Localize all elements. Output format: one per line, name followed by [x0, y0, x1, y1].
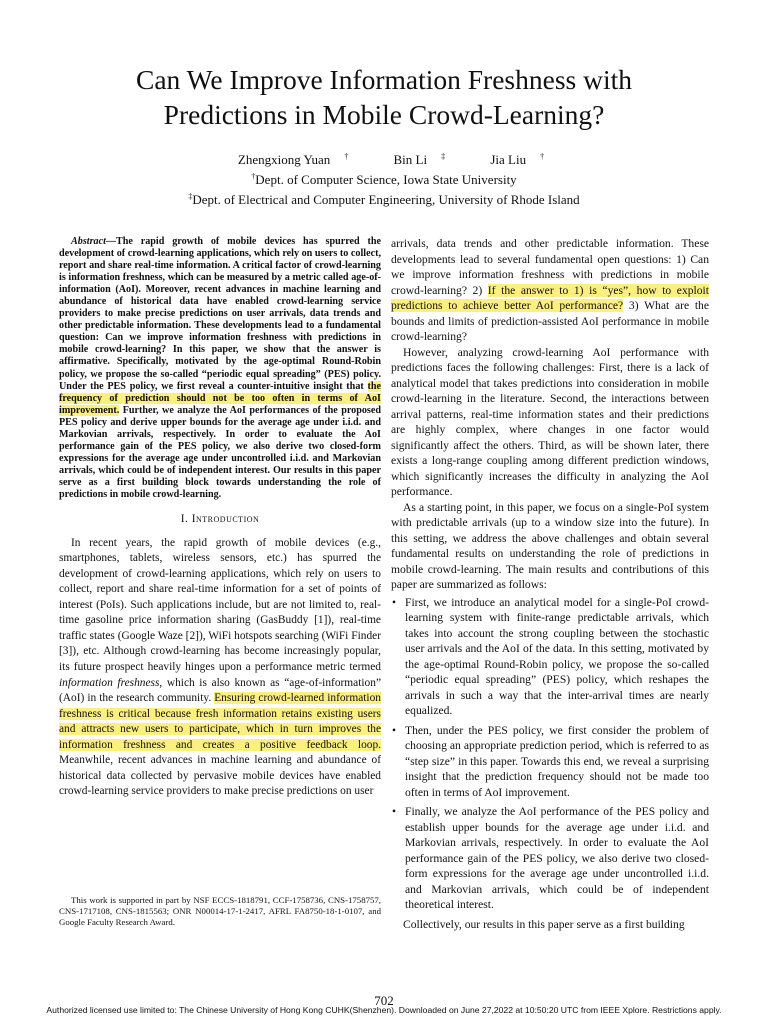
bullet-icon: • — [392, 723, 397, 737]
license-notice: Authorized licensed use limited to: The Chinese University of Hong Kong CUHK(Shenzhen). Downloaded on June 27,2022 at 10:50:20 UTC from IEEE Xplore. Restrictions apply. — [46, 1005, 722, 1015]
italic-term: information freshness — [59, 676, 160, 689]
question-highlight: If the answer to 1) is “yes”, how to exploit predictions to achieve better AoI performance? — [391, 283, 710, 312]
author-2: Bin Li ‡ — [393, 152, 446, 167]
author-block — [40, 150, 728, 210]
title-line-1: Can We Improve Information Freshness with — [135, 64, 632, 95]
right-paragraph-4: Collectively, our results in this paper serve as a first building — [403, 917, 685, 931]
abstract-text-2: Further, we analyze the AoI performances of the proposed PES policy and derive upper bounds for the average age under i.i.d. and Markovian arrivals, respectively. In order to evaluate the AoI performance gain of the PES policy, we also derive two closed-form expressions for the average age under uncontrolled i.i.d. and Markovian arrivals, which could be of independent interest. Our results in this paper serve as a first building block towards understanding the role of predictions in mobile crowd-learning. — [59, 404, 381, 500]
abstract: Abstract—The rapid growth of mobile devices has spurred the development of crowd-learning applications, which rely on users to collect, report and share real-time information. A critical factor of crowd-learning is information freshness, which can be measured by a metric called age-of-information (AoI). Moreover, recent advances in machine learning and abundance of historical data have enabled crowd-learning service providers to make precise predictions on user arrivals, data trends and other predictable information. These developments lead to a fundamental question: Can we improve information freshness with predictions in mobile crowd-learning? In this paper, we show that the answer is affirmative. Specifically, motivated by the age-optimal Round-Robin policy, we propose the so-called “periodic equal spreading” (PES) policy. Under the PES policy, we first reveal a counter-intuitive insight that the frequency of prediction should not be too often in terms of AoI improvement. Further, we analyze the AoI performances of the proposed PES policy and derive upper bounds for the average age under i.i.d. and Markovian arrivals, respectively. In order to evaluate the AoI performance gain of the PES policy, we also derive two closed-form expressions for the average age under uncontrolled i.i.d. and Markovian arrivals, which could be of independent interest. Our results in this paper serve as a first building block towards understanding the role of predictions in mobile crowd-learning. — [59, 236, 381, 500]
intro-highlight: Ensuring crowd-learned information freshness is critical because fresh information retains existing users and attracts new users to participate, which in turn improves the information freshness and creates a positive feedback loop. — [59, 692, 381, 751]
affiliation-1: †Dept. of Computer Science, Iowa State University — [251, 172, 517, 187]
author-1: Zhengxiong Yuan † — [237, 152, 349, 167]
bullet-icon: • — [392, 595, 397, 609]
bullet-icon: • — [392, 805, 397, 818]
right-column — [391, 236, 709, 932]
abstract-text-1: The rapid growth of mobile devices has spurred the development of crowd-learning applications, which rely on users to collect, report and share real-time information. A critical factor of crowd-learning is information freshness, which can be measured by a metric called age-of-information (AoI). Moreover, recent advances in machine learning and abundance of historical data have enabled crowd-learning service providers to make precise predictions on user arrivals, data trends and other predictable information. These developments lead to a fundamental question: Can we improve information freshness with predictions in mobile crowd-learning? In this paper, we show that the answer is affirmative. Specifically, motivated by the age-optimal Round-Robin policy, we propose the so-called “periodic equal spreading” (PES) policy. Under the PES policy, we first reveal a counter-intuitive insight that — [59, 236, 381, 392]
list-item: • First, we introduce an analytical model for a single-PoI crowd-learning system with finite-range predictable arrivals, which takes into account the strong coupling between the stochastic user arrivals and the AoI of the data. In this setting, motivated by the age-optimal Round-Robin policy, we propose the so-called “periodic equal spreading” (PES) policy, which reshapes the arrivals in such a way that the inter-arrival times are nearly equalized. — [392, 595, 709, 717]
list-item: • Finally, we analyze the AoI performance of the PES policy and establish upper bounds for the average age under i.i.d. and Markovian arrivals, respectively. In order to evaluate the AoI performance gain of the PES policy, we also derive two closed-form expressions for the average age under uncontrolled i.i.d. and Markovian arrivals, which could be of independent theoretical interest. — [392, 805, 709, 911]
funding-footnote: This work is supported in part by NSF ECCS-1818791, CCF-1758736, CNS-1758757, CNS-1717108, CNS-1815563; ONR N00014-17-1-2417, AFRL FA8750-18-1-0107, and Google Faculty Research Award. — [59, 895, 381, 927]
contributions-list — [391, 595, 709, 913]
paper-title — [40, 62, 728, 132]
right-paragraph-3: As a starting point, in this paper, we focus on a single-PoI system with predictable arrivals (up to a window size into the future). In this setting, we address the above challenges and obtain several fundamental results on understanding the role of predictions in mobile crowd-learning. The main results and contributions of this paper are summarized as follows: — [391, 500, 709, 591]
title-line-2: Predictions in Mobile Crowd-Learning? — [163, 99, 605, 130]
intro-paragraph: In recent years, the rapid growth of mobile devices (e.g., smartphones, tablets, wireless sensors, etc.) has spurred the development of crowd-learning applications, which rely on users to collect, report and share real-time information for a set of points of interest (PoIs). Such applications include, but are not limited to, real-time gasoline price information sharing (GasBuddy [1]), real-time traffic states (Google Waze [2]), WiFi hotspots searching (WiFi Finder [3]), etc. Although crowd-learning has become increasingly popular, its future prospect heavily hinges upon a performance metric termed information freshness, which is also known as “age-of-information” (AoI) in the research community. Ensuring crowd-learned information freshness is critical because fresh information retains existing users and attracts new users to participate, which in turn improves the information freshness and creates a positive feedback loop. Meanwhile, recent advances in machine learning and abundance of historical data collected by pervasive mobile devices have enabled crowd-learning service providers to make precise predictions on user — [59, 536, 381, 798]
page-number: 702 — [374, 993, 394, 1008]
abstract-label: Abstract — [71, 236, 106, 247]
right-paragraph-1: arrivals, data trends and other predictable information. These developments lead to several fundamental open questions: 1) Can we improve information freshness with predictions in mobile crowd-learning? 2) If the answer to 1) is “yes”, how to exploit predictions to achieve better AoI performance? 3) What are the bounds and limits of prediction-assisted AoI performance in mobile crowd-learning? — [391, 237, 710, 343]
section-heading-introduction: I. Introduction — [180, 513, 260, 526]
author-3: Jia Liu † — [490, 152, 545, 167]
list-item: • Then, under the PES policy, we first consider the problem of choosing an appropriate prediction period, which is referred to as “step size” in this paper. Towards this end, we reveal a surprising insight that the prediction frequency should not be made too often in terms of AoI improvement. — [392, 723, 709, 799]
right-paragraph-2: However, analyzing crowd-learning AoI performance with predictions faces the following challenges: First, there is a lack of analytical model that takes predictions into consideration in mobile crowd-learning in the literature. Second, the interactions between arrival patterns, real-time information states and their predictions are highly complex, where changes in one factor would significantly affect the others. Third, as will be shown later, there exists a long-range coupling among different prediction windows, which significantly increases the difficulty in analyzing the AoI performance. — [391, 345, 709, 498]
abstract-highlight: the frequency of prediction should not be too often in terms of AoI improvement. — [59, 380, 381, 416]
author-names — [40, 150, 728, 170]
affiliation-2: ‡Dept. of Electrical and Computer Engineering, University of Rhode Island — [188, 192, 580, 207]
left-column — [59, 236, 381, 800]
